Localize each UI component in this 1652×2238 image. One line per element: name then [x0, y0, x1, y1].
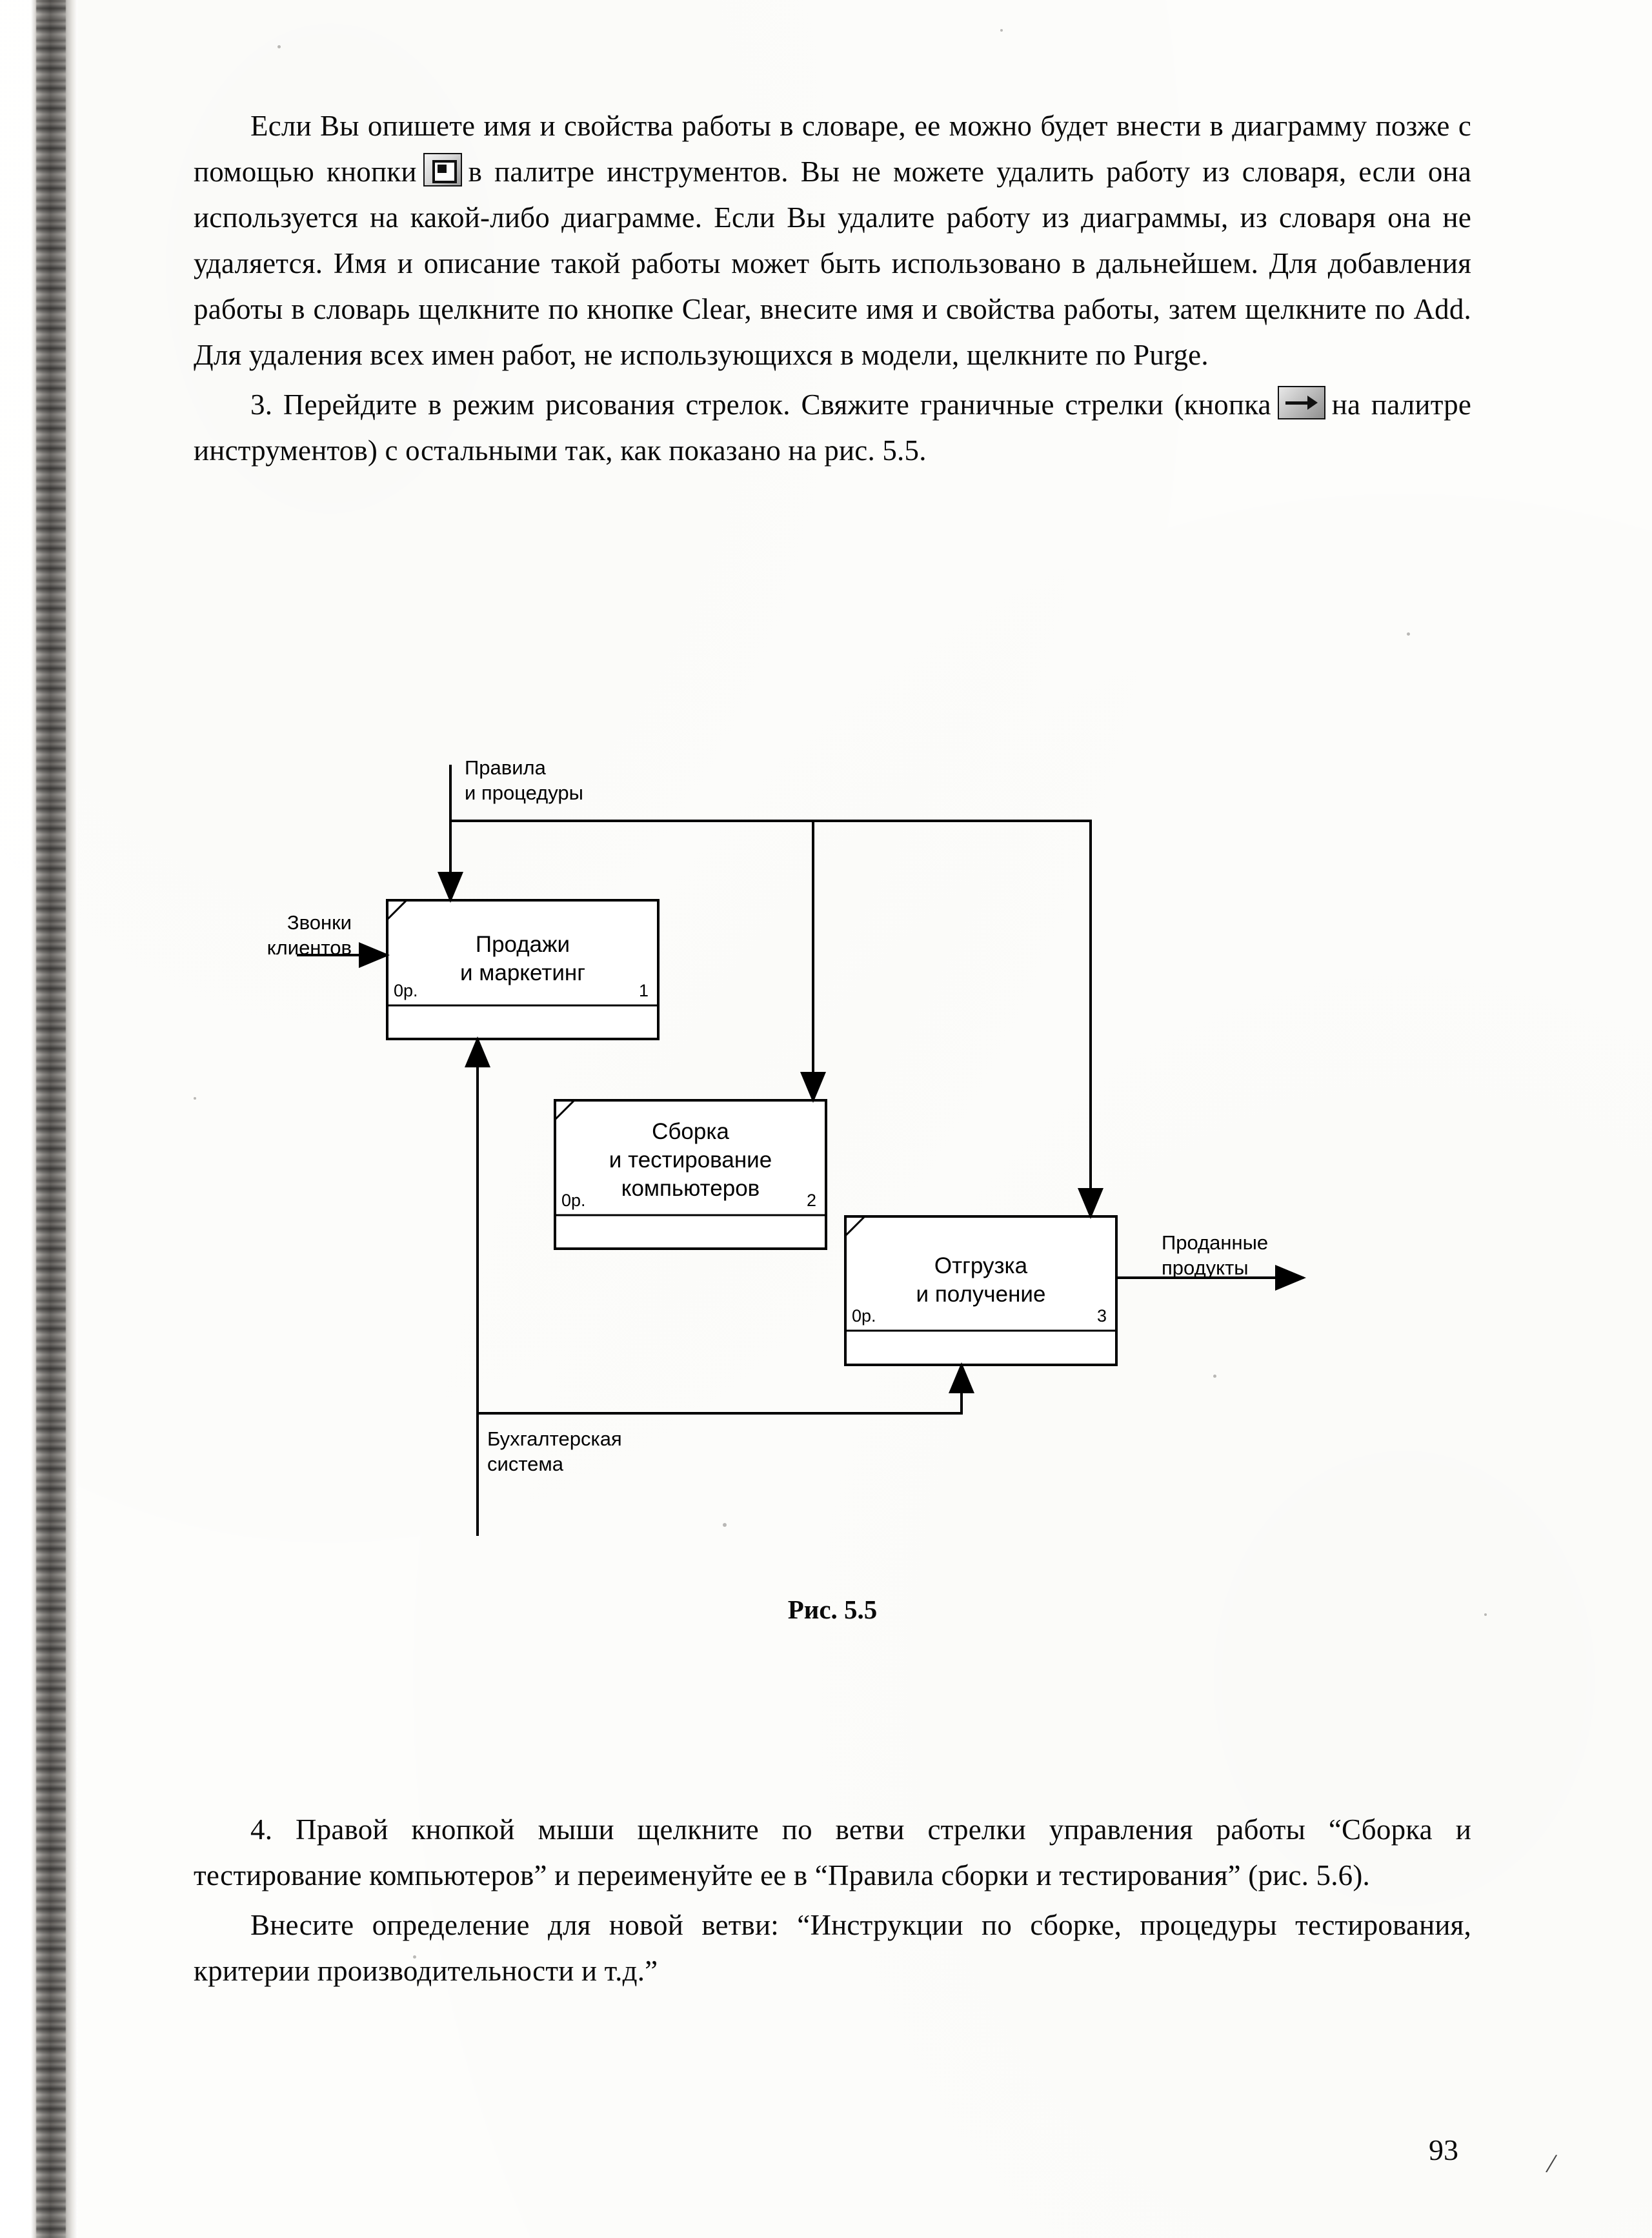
block-1-title-line-2: и маркетинг — [460, 960, 585, 985]
scan-speck — [1407, 632, 1410, 636]
block-3-cost: 0р. — [852, 1306, 876, 1326]
scan-speck — [1000, 29, 1003, 32]
block-2-title-line-2: и тестирование — [609, 1147, 772, 1173]
figure-5-5-svg — [194, 742, 1471, 1600]
activity-box-icon — [423, 153, 462, 186]
block-3-number: 3 — [1097, 1306, 1107, 1326]
block-2-number: 2 — [807, 1191, 817, 1210]
arrow-label-sold-products — [1162, 1230, 1268, 1280]
block-2-cost: 0р. — [561, 1191, 586, 1210]
arrow-label-rules-line-1: Правила — [465, 756, 546, 779]
arrow-label-rules — [465, 755, 583, 805]
block-3-title-line-1: Отгрузка — [934, 1253, 1028, 1278]
paragraph-3: 4. Правой кнопкой мыши щелкните по ветви стрелки управления работы “Сборка и тестирование компьютеров” и переименуйте ее в “Правила сборки и тестирования” (рис. 5.6). — [194, 1813, 1471, 1891]
block-3-title — [845, 1252, 1116, 1309]
paragraph-1 — [194, 103, 1471, 378]
block-1-title-line-1: Продажи — [475, 932, 570, 957]
paragraph-1-text-a: Если Вы опишете имя и свойства работы в словаре, ее можно будет внести в диаграмму позже с помощью кнопки — [194, 110, 1471, 188]
scan-speck — [277, 45, 281, 48]
paragraph-1-text-b: в палитре инструментов. Вы не можете удалить работу из словаря, если она используется на какой-либо диаграмме. Если Вы удалите работу из диаграммы, из словаря она не удаляется. Имя и описание такой работы может быть использовано в дальнейшем. Для добавления работы в словарь щелкните по кнопке Clear, внесите имя и свойства работы, затем щелкните по Add. Для удаления всех имен работ, не использующихся в модели, щелкните по Purge. — [194, 156, 1472, 371]
block-3-title-line-2: и получение — [916, 1282, 1046, 1307]
block-2-title-line-1: Сборка — [652, 1119, 729, 1144]
arrow-tool-icon — [1278, 386, 1325, 419]
arrow-label-sold-products-line-2: продукты — [1162, 1256, 1249, 1279]
arrow-label-calls — [213, 910, 352, 960]
block-1-cost: 0р. — [394, 981, 418, 1000]
arrow-label-rules-line-2: и процедуры — [465, 781, 583, 804]
figure-caption: Рис. 5.5 — [787, 1595, 878, 1624]
figure-5-5 — [194, 742, 1471, 1749]
arrow-label-accounting-system-line-1: Бухгалтерская — [487, 1427, 622, 1450]
scan-binding-edge — [36, 0, 66, 2238]
paragraph-2 — [194, 382, 1471, 474]
arrow-label-sold-products-line-1: Проданные — [1162, 1231, 1269, 1254]
block-1-title — [387, 931, 658, 987]
arrow-label-calls-line-1: Звонки — [287, 911, 352, 934]
scan-pen-mark: / — [1544, 2147, 1558, 2180]
paragraph-2-text-b: на палитре инструментов) с остальными так, как показано на рис. 5.5. — [194, 388, 1472, 467]
block-1-number: 1 — [639, 981, 649, 1000]
arrow-label-accounting-system-line-2: система — [487, 1453, 563, 1475]
block-2-title — [555, 1118, 826, 1203]
page-number: 93 — [1429, 2133, 1458, 2166]
arrow-label-accounting-system — [487, 1426, 622, 1477]
scan-speck — [1484, 1613, 1487, 1616]
page-content-bottom — [194, 1807, 1471, 1994]
paragraph-4: Внесите определение для новой ветви: “Инструкции по сборке, процедуры тестирования, критерии производительности и т.д.” — [194, 1909, 1471, 1987]
arrow-label-calls-line-2: клиентов — [267, 936, 352, 959]
page-content — [194, 103, 1471, 474]
paragraph-2-text-a: 3. Перейдите в режим рисования стрелок. Свяжите граничные стрелки (кнопка — [250, 388, 1271, 421]
block-2-title-line-3: компьютеров — [621, 1176, 760, 1201]
